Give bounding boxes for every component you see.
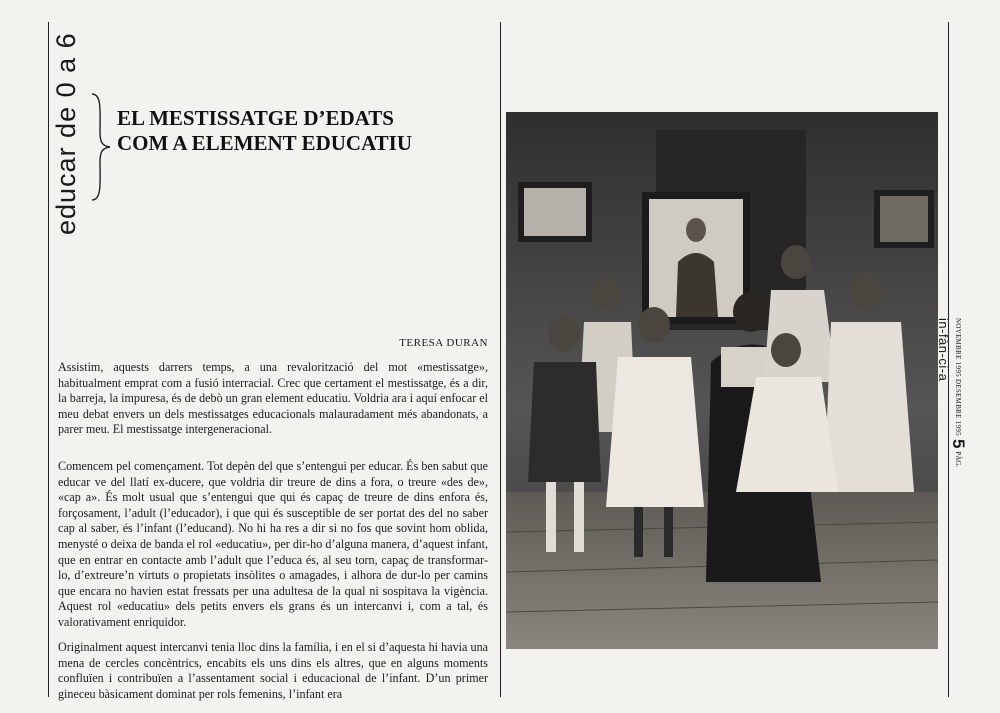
magazine-name: in-fàn-ci-a xyxy=(936,318,951,382)
section-label: educar de 0 a 6 xyxy=(51,32,81,235)
title-line-2: COM A ELEMENT EDUCATIU xyxy=(117,131,413,155)
page-abbrev: PÀG. xyxy=(954,451,962,468)
body-paragraph-3: Originalment aquest intercanvi tenia lloc dins la família, i en el si d’aquesta hi havia una mena de cercles concèntrics, encabits els uns dins els altres, que en alguns moments confluïen i contribuïen a l’assentament social i educacional de l’infant. D’un primer gineceu bàsicament dominat per rols femenins, l’infant era xyxy=(58,640,488,701)
author-name: TERESA DURAN xyxy=(399,337,488,349)
article-title xyxy=(117,106,487,156)
issue-date: NOVEMBRE 1995 DESEMBRE 1995 xyxy=(954,318,962,436)
brace-icon xyxy=(88,92,114,202)
body-paragraph-2: Comencem pel començament. Tot depèn del que s’entengui per educar. És ben sabut que educar ve del llatí ex-ducere, que voldria dir treure de dins a fora, o treure «des de», «cap a». És molt usual que s’entengui que qui és capaç de treure de dins enfora és, forçosament, l’adult (l’educador), i que qui és susceptible de ser portat des del no saber cap al saber, és l’infant (l’educand). No hi ha res a dir si no fos que sovint hom oblida, menysté o deixa de banda el rol «educatiu», per dir-ho d’alguna manera, d’aquest infant, que en entrar en contacte amb l’adult que l’educa és, al seu torn, capaç de transformar-lo, d’extreure’n virtuts o propietats insòlites o amagades, i alhora de dur-lo per camins que encara no havien estat fressats per una adultesa de la qual ni sospitava la vigència. Aquest rol «educatiu» dels petits envers els grans és un intercanvi i, com a tal, és valorativament enriquidor. xyxy=(58,459,488,629)
center-column-rule xyxy=(500,22,501,697)
body-paragraph-1: Assistim, aquests darrers temps, a una revalorització del mot «mestissatge», habitualment emprat com a fusió interracial. Crec que certament el mestissatge, és a dir, la barreja, la impuresa, és de debò un gran element educatiu. Voldria ara i aquí enfocar el meu debat envers un dels mestissatges educacionals malauradament més abandonats, a parer meu. El mestissatge intergeneracional. xyxy=(58,360,488,437)
folio xyxy=(948,318,968,467)
family-photograph xyxy=(506,112,938,649)
title-line-1: EL MESTISSATGE D’EDATS xyxy=(117,106,394,130)
page-number: 5 xyxy=(949,438,968,449)
